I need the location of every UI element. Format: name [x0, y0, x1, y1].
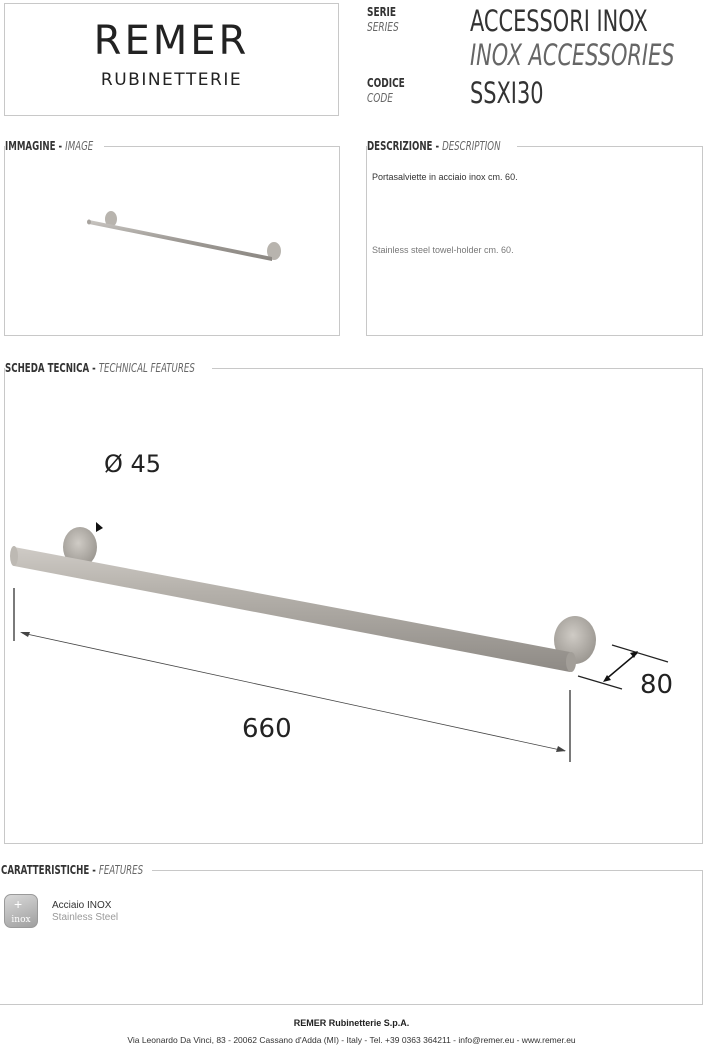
brand-subtitle: RUBINETTERIE [100, 70, 243, 90]
description-text-it: Portasalviette in acciaio inox cm. 60. [372, 172, 518, 182]
code-value: SSXI30 [470, 76, 544, 110]
depth-dimension-line [605, 653, 637, 680]
description-title-rule [517, 146, 703, 147]
series-label: SERIE [367, 5, 397, 19]
footer-address: Via Leonardo Da Vinci, 83 - 20062 Cassano d'Adda (MI) - Italy - Tel. +39 0363 364211 - info@remer.eu - www.remer.eu [127, 1035, 576, 1045]
code-label: CODICE [367, 76, 405, 90]
brand-name: REMER [93, 18, 250, 64]
series-value: ACCESSORI INOX [470, 4, 648, 38]
features-section-title: CARATTERISTICHE - FEATURES [1, 863, 144, 877]
code-label-en: CODE [367, 91, 393, 105]
diameter-arrow [96, 522, 103, 532]
logo-box [4, 3, 339, 116]
inox-icon: + inox [4, 894, 38, 928]
technical-drawing [0, 500, 703, 780]
towel-bar-rod [14, 547, 570, 672]
dimension-diameter: Ø 45 [104, 450, 162, 478]
description-section-title: DESCRIZIONE - DESCRIPTION [367, 139, 501, 153]
image-section-title: IMMAGINE - IMAGE [5, 139, 94, 153]
product-image [80, 205, 290, 270]
brand-logo [5, 18, 338, 64]
description-text-en: Stainless steel towel-holder cm. 60. [372, 245, 514, 255]
technical-section-title: SCHEDA TECNICA - TECHNICAL FEATURES [5, 361, 195, 375]
series-value-en: INOX ACCESSORIES [470, 38, 675, 72]
dimension-depth: 80 [640, 670, 674, 700]
feature-label-it: Acciaio INOX [52, 900, 112, 911]
features-panel [0, 870, 703, 1005]
footer-company: REMER Rubinetterie S.p.A. [293, 1018, 410, 1028]
features-title-rule [152, 870, 703, 871]
technical-title-rule [212, 368, 703, 369]
feature-label-en: Stainless Steel [52, 912, 119, 923]
image-title-rule [104, 146, 340, 147]
dimension-length: 660 [242, 714, 292, 744]
series-label-en: SERIES [367, 20, 399, 34]
